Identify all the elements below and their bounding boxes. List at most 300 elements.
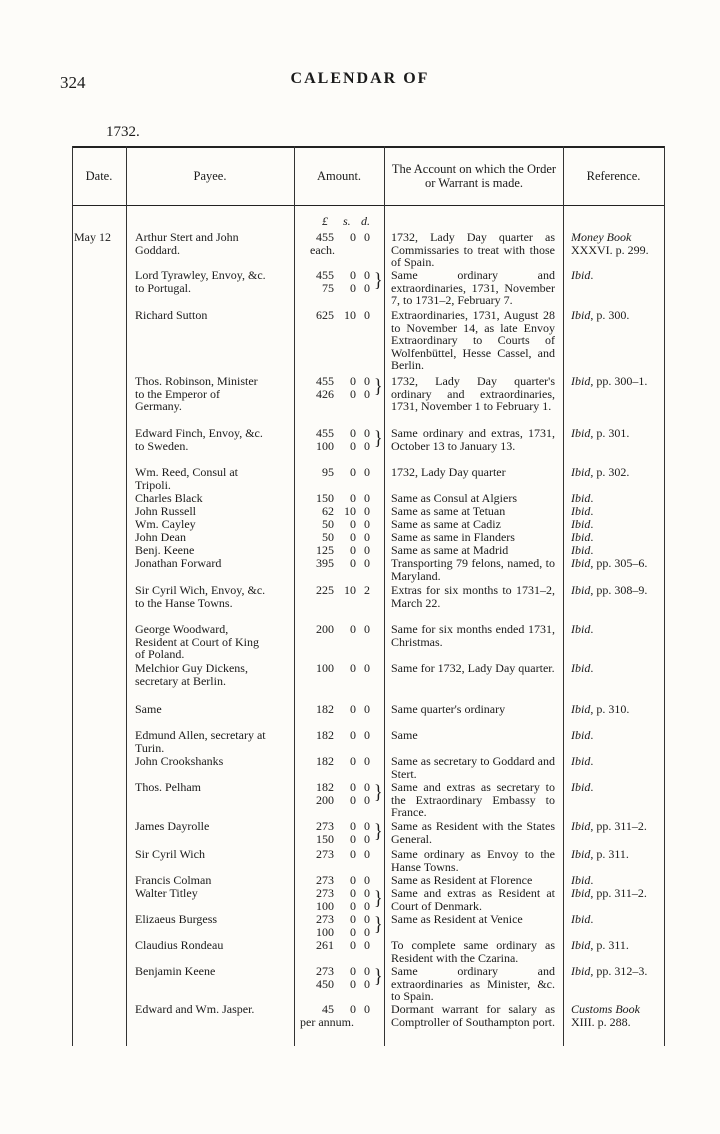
entry-payee: George Woodward, Resident at Court of King of Poland. [135, 622, 259, 661]
entry-amount [300, 729, 378, 742]
amount-line [300, 1003, 378, 1016]
amount-brace: } [374, 375, 383, 397]
entry-account: Dormant warrant for salary as Comptroller of Southampton port. [391, 1002, 555, 1029]
entry-amount [300, 755, 378, 768]
entry-account: Same as secretary to Goddard and Stert. [391, 754, 555, 781]
reference-locator: , pp. 312–3. [590, 964, 648, 978]
entry-payee: Richard Sutton [135, 308, 208, 322]
entry-account: Same ordinary as Envoy to the Hanse Towns. [391, 847, 555, 874]
amount-line [300, 926, 378, 939]
amount-line [300, 874, 378, 887]
amount-pounds: 455 [316, 374, 334, 388]
reference-locator: . [590, 728, 594, 742]
header-account: The Account on which the Order or Warrant is made. [391, 161, 557, 190]
amount-line [300, 887, 378, 900]
entry-reference [571, 309, 659, 322]
reference-source: Ibid [571, 268, 591, 282]
amount-pounds: 62 [322, 504, 334, 518]
amount-line [300, 282, 378, 295]
amount-pence: 0 [364, 1002, 370, 1016]
amount-shillings: 0 [350, 912, 356, 926]
entry-payee: Thos. Pelham [135, 780, 201, 794]
amount-pence: 0 [364, 661, 370, 675]
unit-shillings: s. [343, 214, 351, 228]
amount-pence: 0 [364, 886, 370, 900]
amount-line [300, 913, 378, 926]
entry-payee: Jonathan Forward [135, 556, 222, 570]
amount-pence: 0 [364, 426, 370, 440]
amount-shillings: 0 [350, 517, 356, 531]
reference-source: Ibid [571, 780, 591, 794]
entry-reference [571, 492, 659, 505]
column-rule [384, 146, 385, 1046]
amount-pounds: 455 [316, 230, 334, 244]
entry-reference [571, 531, 659, 544]
amount-pence: 0 [364, 976, 370, 991]
entry-account: Same for six months ended 1731, Christmas. [391, 622, 555, 649]
amount-pounds: 261 [316, 938, 334, 952]
entry-amount [300, 309, 378, 322]
entry-payee: Edward Finch, Envoy, &c. to Sweden. [135, 426, 263, 453]
unit-pounds: £ [322, 214, 328, 228]
column-rule [294, 146, 295, 1046]
entry-amount [300, 518, 378, 531]
amount-pence: 0 [364, 728, 370, 742]
amount-pence: 0 [364, 386, 370, 401]
reference-locator: , pp. 311–2. [590, 886, 647, 900]
entry-reference [571, 755, 659, 768]
entry-account: Same as same at Madrid [391, 543, 509, 557]
amount-pounds: 182 [316, 780, 334, 794]
entry-amount [300, 505, 378, 518]
amount-pounds: 395 [316, 556, 334, 570]
amount-pence: 0 [364, 912, 370, 926]
entry-reference [571, 703, 659, 716]
entry-amount [300, 913, 378, 938]
entry-amount [300, 269, 378, 294]
amount-pounds: 273 [316, 819, 334, 833]
reference-locator: . [590, 504, 594, 518]
amount-pence: 0 [364, 517, 370, 531]
amount-shillings: 0 [350, 924, 356, 939]
column-rule [126, 146, 127, 1046]
entry-payee: John Crookshanks [135, 754, 224, 768]
reference-source: Ibid [571, 938, 591, 952]
amount-line [300, 375, 378, 388]
entry-payee: Thos. Robinson, Minister to the Emperor of Germany. [135, 374, 258, 413]
amount-pence: 0 [364, 780, 370, 794]
entry-amount [300, 466, 378, 479]
amount-pounds: 95 [322, 465, 334, 479]
entry-account: Extras for six months to 1731–2, March 22. [391, 583, 555, 610]
reference-locator: . [590, 517, 594, 531]
entry-reference [571, 466, 659, 479]
amount-line [300, 505, 378, 518]
entry-payee: Claudius Rondeau [135, 938, 224, 952]
amount-pounds: 50 [322, 517, 334, 531]
reference-source: Customs Book [571, 1002, 640, 1016]
amount-pounds: 625 [316, 308, 334, 322]
entry-reference [571, 848, 659, 861]
amount-line [300, 781, 378, 794]
amount-shillings: 0 [350, 792, 356, 807]
reference-locator: , pp. 311–2. [590, 819, 647, 833]
amount-shillings: 0 [350, 754, 356, 768]
amount-pence: 0 [364, 938, 370, 952]
entry-account: Same ordinary and extras, 1731, October 13 to January 13. [391, 426, 555, 453]
entry-reference [571, 965, 659, 978]
amount-brace: } [374, 781, 383, 803]
amount-pounds: 182 [316, 754, 334, 768]
amount-shillings: 0 [350, 374, 356, 388]
amount-line [300, 440, 378, 453]
amount-pounds: 50 [322, 530, 334, 544]
entry-reference [571, 505, 659, 518]
amount-shillings: 0 [350, 386, 356, 401]
unit-pence: d. [361, 214, 370, 228]
reference-source: Ibid [571, 964, 591, 978]
amount-shillings: 0 [350, 976, 356, 991]
amount-pounds: 100 [316, 924, 334, 939]
reference-source: Ibid [571, 543, 591, 557]
entry-reference [571, 887, 659, 900]
entry-amount [300, 848, 378, 861]
reference-source: Ibid [571, 504, 591, 518]
amount-shillings: 0 [350, 873, 356, 887]
entry-account: Same as same at Tetuan [391, 504, 506, 518]
reference-locator: , pp. 305–6. [590, 556, 648, 570]
amount-shillings: 0 [350, 964, 356, 978]
amount-line [300, 978, 378, 991]
amount-pounds: 125 [316, 543, 334, 557]
entry-reference [571, 939, 659, 952]
amount-shillings: 10 [344, 504, 356, 518]
reference-locator: , p. 310. [590, 702, 630, 716]
entry-payee: Wm. Cayley [135, 517, 196, 531]
amount-pounds: 426 [316, 386, 334, 401]
amount-pence: 0 [364, 504, 370, 518]
reference-locator: XIII. p. 288. [571, 1014, 631, 1029]
amount-pence: 0 [364, 280, 370, 295]
amount-shillings: 0 [350, 465, 356, 479]
amount-line [300, 309, 378, 322]
entry-amount [300, 1003, 378, 1028]
reference-locator: . [590, 912, 594, 926]
entry-amount [300, 544, 378, 557]
amount-pence: 0 [364, 268, 370, 282]
reference-source: Ibid [571, 426, 591, 440]
entry-amount [300, 623, 378, 636]
amount-pence: 0 [364, 622, 370, 636]
amount-pence: 0 [364, 543, 370, 557]
amount-pounds: 45 [322, 1002, 334, 1016]
entry-payee: Lord Tyrawley, Envoy, &c. to Portugal. [135, 268, 266, 295]
entry-amount [300, 662, 378, 675]
entry-reference [571, 584, 659, 597]
amount-pence: 0 [364, 374, 370, 388]
amount-pence: 0 [364, 465, 370, 479]
reference-source: Ibid [571, 556, 591, 570]
amount-shillings: 0 [350, 543, 356, 557]
amount-shillings: 0 [350, 556, 356, 570]
amount-shillings: 10 [344, 308, 356, 322]
entry-account: Same as same in Flanders [391, 530, 515, 544]
entry-reference [571, 820, 659, 833]
amount-brace: } [374, 965, 383, 987]
entry-reference [571, 544, 659, 557]
reference-locator: . [590, 491, 594, 505]
amount-pence: 0 [364, 898, 370, 913]
entry-amount [300, 492, 378, 505]
amount-shillings: 0 [350, 831, 356, 846]
amount-shillings: 0 [350, 819, 356, 833]
reference-source: Ibid [571, 530, 591, 544]
amount-pence: 0 [364, 230, 370, 244]
entry-payee: John Russell [135, 504, 197, 518]
entry-account: To complete same ordinary as Resident with the Czarina. [391, 938, 555, 965]
page-number: 324 [60, 73, 86, 92]
amount-line [300, 939, 378, 952]
entry-payee: Charles Black [135, 491, 203, 505]
entry-payee: Sir Cyril Wich, Envoy, &c. to the Hanse Towns. [135, 583, 266, 610]
amount-line [300, 623, 378, 636]
entry-payee: Francis Colman [135, 873, 212, 887]
amount-line [300, 518, 378, 531]
amount-pence: 0 [364, 438, 370, 453]
amount-brace: } [374, 427, 383, 449]
amount-line [300, 427, 378, 440]
amount-shillings: 0 [350, 1002, 356, 1016]
column-rule [563, 146, 564, 1046]
reference-locator: . [590, 661, 594, 675]
amount-shillings: 0 [350, 230, 356, 244]
reference-source: Ibid [571, 754, 591, 768]
entry-amount [300, 584, 378, 597]
entry-amount [300, 874, 378, 887]
entry-payee: Arthur Stert and John Goddard. [135, 230, 239, 257]
amount-line [300, 965, 378, 978]
amount-shillings: 10 [344, 583, 356, 597]
reference-source: Ibid [571, 702, 591, 716]
amount-shillings: 0 [350, 661, 356, 675]
amount-line [300, 584, 378, 597]
amount-pence: 0 [364, 831, 370, 846]
amount-line [300, 703, 378, 716]
entry-amount [300, 703, 378, 716]
reference-locator: , p. 311. [590, 847, 629, 861]
amount-shillings: 0 [350, 898, 356, 913]
amount-pence: 0 [364, 792, 370, 807]
amount-pence: 0 [364, 873, 370, 887]
entry-date: May 12 [74, 230, 111, 244]
amount-shillings: 0 [350, 268, 356, 282]
amount-shillings: 0 [350, 702, 356, 716]
amount-pence: 0 [364, 964, 370, 978]
header-reference: Reference. [586, 168, 641, 183]
entry-amount [300, 781, 378, 806]
entry-payee: Edmund Allen, secretary at Turin. [135, 728, 266, 755]
amount-shillings: 0 [350, 426, 356, 440]
amount-pence: 0 [364, 847, 370, 861]
amount-brace: } [374, 887, 383, 909]
amount-pence: 0 [364, 308, 370, 322]
entry-payee: Melchior Guy Dickens, secretary at Berlin. [135, 661, 248, 688]
reference-source: Ibid [571, 886, 591, 900]
amount-brace: } [374, 913, 383, 935]
entry-account: Same ordinary and extraordinaries, 1731, November 7, to 1731–2, February 7. [391, 268, 555, 307]
amount-shillings: 0 [350, 780, 356, 794]
entry-payee: Benjamin Keene [135, 964, 216, 978]
amount-pence: 0 [364, 530, 370, 544]
amount-line [300, 557, 378, 570]
entry-reference [571, 427, 659, 440]
entry-payee: James Dayrolle [135, 819, 210, 833]
reference-source: Ibid [571, 517, 591, 531]
entry-account: Same as Resident at Venice [391, 912, 523, 926]
entry-amount [300, 375, 378, 400]
entry-reference [571, 518, 659, 531]
amount-pounds: 273 [316, 886, 334, 900]
entry-payee: Walter Titley [135, 886, 198, 900]
reference-source: Ibid [571, 622, 591, 636]
entry-account: Same as same at Cadiz [391, 517, 501, 531]
reference-source: Ibid [571, 847, 591, 861]
entry-account: Extraordinaries, 1731, August 28 to November 14, as late Envoy Extraordinary to Courts of Wolfenbüttel, Hesse Cassel, and Berlin. [391, 308, 555, 372]
entry-account: 1732, Lady Day quarter [391, 465, 506, 479]
entry-reference [571, 781, 659, 794]
amount-line: per annum. [300, 1014, 354, 1029]
running-title: CALENDAR OF [290, 70, 430, 87]
reference-source: Ibid [571, 465, 591, 479]
amount-pounds: 273 [316, 964, 334, 978]
entry-amount [300, 427, 378, 452]
entry-payee: Elizaeus Burgess [135, 912, 218, 926]
entry-account: Same as Consul at Algiers [391, 491, 517, 505]
amount-line [300, 848, 378, 861]
entry-reference [571, 623, 659, 636]
entry-amount [300, 820, 378, 845]
amount-line [300, 492, 378, 505]
amount-pence: 2 [364, 583, 370, 597]
reference-locator: . [590, 780, 594, 794]
amount-pounds: 150 [316, 491, 334, 505]
header-payee: Payee. [193, 168, 227, 183]
amount-pounds: 182 [316, 728, 334, 742]
reference-locator: , p. 311. [590, 938, 629, 952]
entry-amount [300, 887, 378, 912]
reference-locator: , p. 302. [590, 465, 630, 479]
entry-account: Same quarter's ordinary [391, 702, 506, 716]
entry-payee: John Dean [135, 530, 186, 544]
entry-account: Same as Resident with the States General. [391, 819, 555, 846]
reference-source: Ibid [571, 661, 591, 675]
entry-account: Same ordinary and extraordinaries as Minister, &c. to Spain. [391, 964, 555, 1003]
reference-source: Ibid [571, 491, 591, 505]
amount-pence: 0 [364, 754, 370, 768]
entry-payee: Same [135, 702, 162, 716]
amount-pounds: 273 [316, 912, 334, 926]
amount-pounds: 200 [316, 622, 334, 636]
amount-line [300, 544, 378, 557]
amount-line [300, 900, 378, 913]
reference-locator: . [590, 543, 594, 557]
reference-source: Ibid [571, 374, 591, 388]
amount-line [300, 755, 378, 768]
amount-pounds: 225 [316, 583, 334, 597]
entry-payee: Wm. Reed, Consul at Tripoli. [135, 465, 238, 492]
entry-account: Same and extras as Resident at Court of Denmark. [391, 886, 555, 913]
entry-amount [300, 965, 378, 990]
entry-reference [571, 729, 659, 742]
amount-shillings: 0 [350, 438, 356, 453]
amount-line [300, 833, 378, 846]
reference-source: Ibid [571, 728, 591, 742]
amount-pence: 0 [364, 556, 370, 570]
amount-pounds: 200 [316, 792, 334, 807]
amount-line [300, 729, 378, 742]
entry-account: Same as Resident at Florence [391, 873, 533, 887]
amount-pounds: 100 [316, 661, 334, 675]
amount-brace: } [374, 269, 383, 291]
amount-pounds: 273 [316, 847, 334, 861]
amount-line [300, 388, 378, 401]
amount-pounds: 100 [316, 898, 334, 913]
reference-locator: . [590, 530, 594, 544]
amount-pence: 0 [364, 702, 370, 716]
amount-pounds: 182 [316, 702, 334, 716]
entry-account: Same [391, 728, 418, 742]
entry-account: Transporting 79 felons, named, to Maryland. [391, 556, 555, 583]
amount-line [300, 231, 378, 244]
reference-locator: . [590, 622, 594, 636]
reference-source: Ibid [571, 912, 591, 926]
amount-shillings: 0 [350, 280, 356, 295]
amount-shillings: 0 [350, 938, 356, 952]
amount-shillings: 0 [350, 728, 356, 742]
entry-payee: Edward and Wm. Jasper. [135, 1002, 255, 1016]
reference-source: Ibid [571, 308, 591, 322]
entry-amount [300, 939, 378, 952]
amount-line [300, 466, 378, 479]
reference-locator: XXXVI. p. 299. [571, 242, 649, 257]
reference-locator: , p. 301. [590, 426, 630, 440]
amount-line [300, 269, 378, 282]
reference-locator: , pp. 308–9. [590, 583, 648, 597]
entry-amount [300, 557, 378, 570]
amount-line [300, 531, 378, 544]
amount-pounds: 273 [316, 873, 334, 887]
amount-brace: } [374, 820, 383, 842]
amount-pounds: 450 [316, 976, 334, 991]
entry-reference [571, 375, 659, 388]
column-rule [72, 146, 73, 1046]
amount-shillings: 0 [350, 530, 356, 544]
amount-pounds: 75 [322, 280, 334, 295]
amount-pounds: 455 [316, 426, 334, 440]
entry-account: 1732, Lady Day quarter's ordinary and extraordinaries, 1731, November 1 to February 1. [391, 374, 555, 413]
reference-locator: , p. 300. [590, 308, 630, 322]
header-date: Date. [85, 168, 113, 183]
amount-pence: 0 [364, 819, 370, 833]
amount-shillings: 0 [350, 491, 356, 505]
entry-account: Same for 1732, Lady Day quarter. [391, 661, 555, 675]
reference-locator: , pp. 300–1. [590, 374, 648, 388]
entry-payee: Benj. Keene [135, 543, 195, 557]
amount-shillings: 0 [350, 622, 356, 636]
entry-reference [571, 1003, 659, 1028]
amount-pounds: 150 [316, 831, 334, 846]
reference-source: Ibid [571, 583, 591, 597]
